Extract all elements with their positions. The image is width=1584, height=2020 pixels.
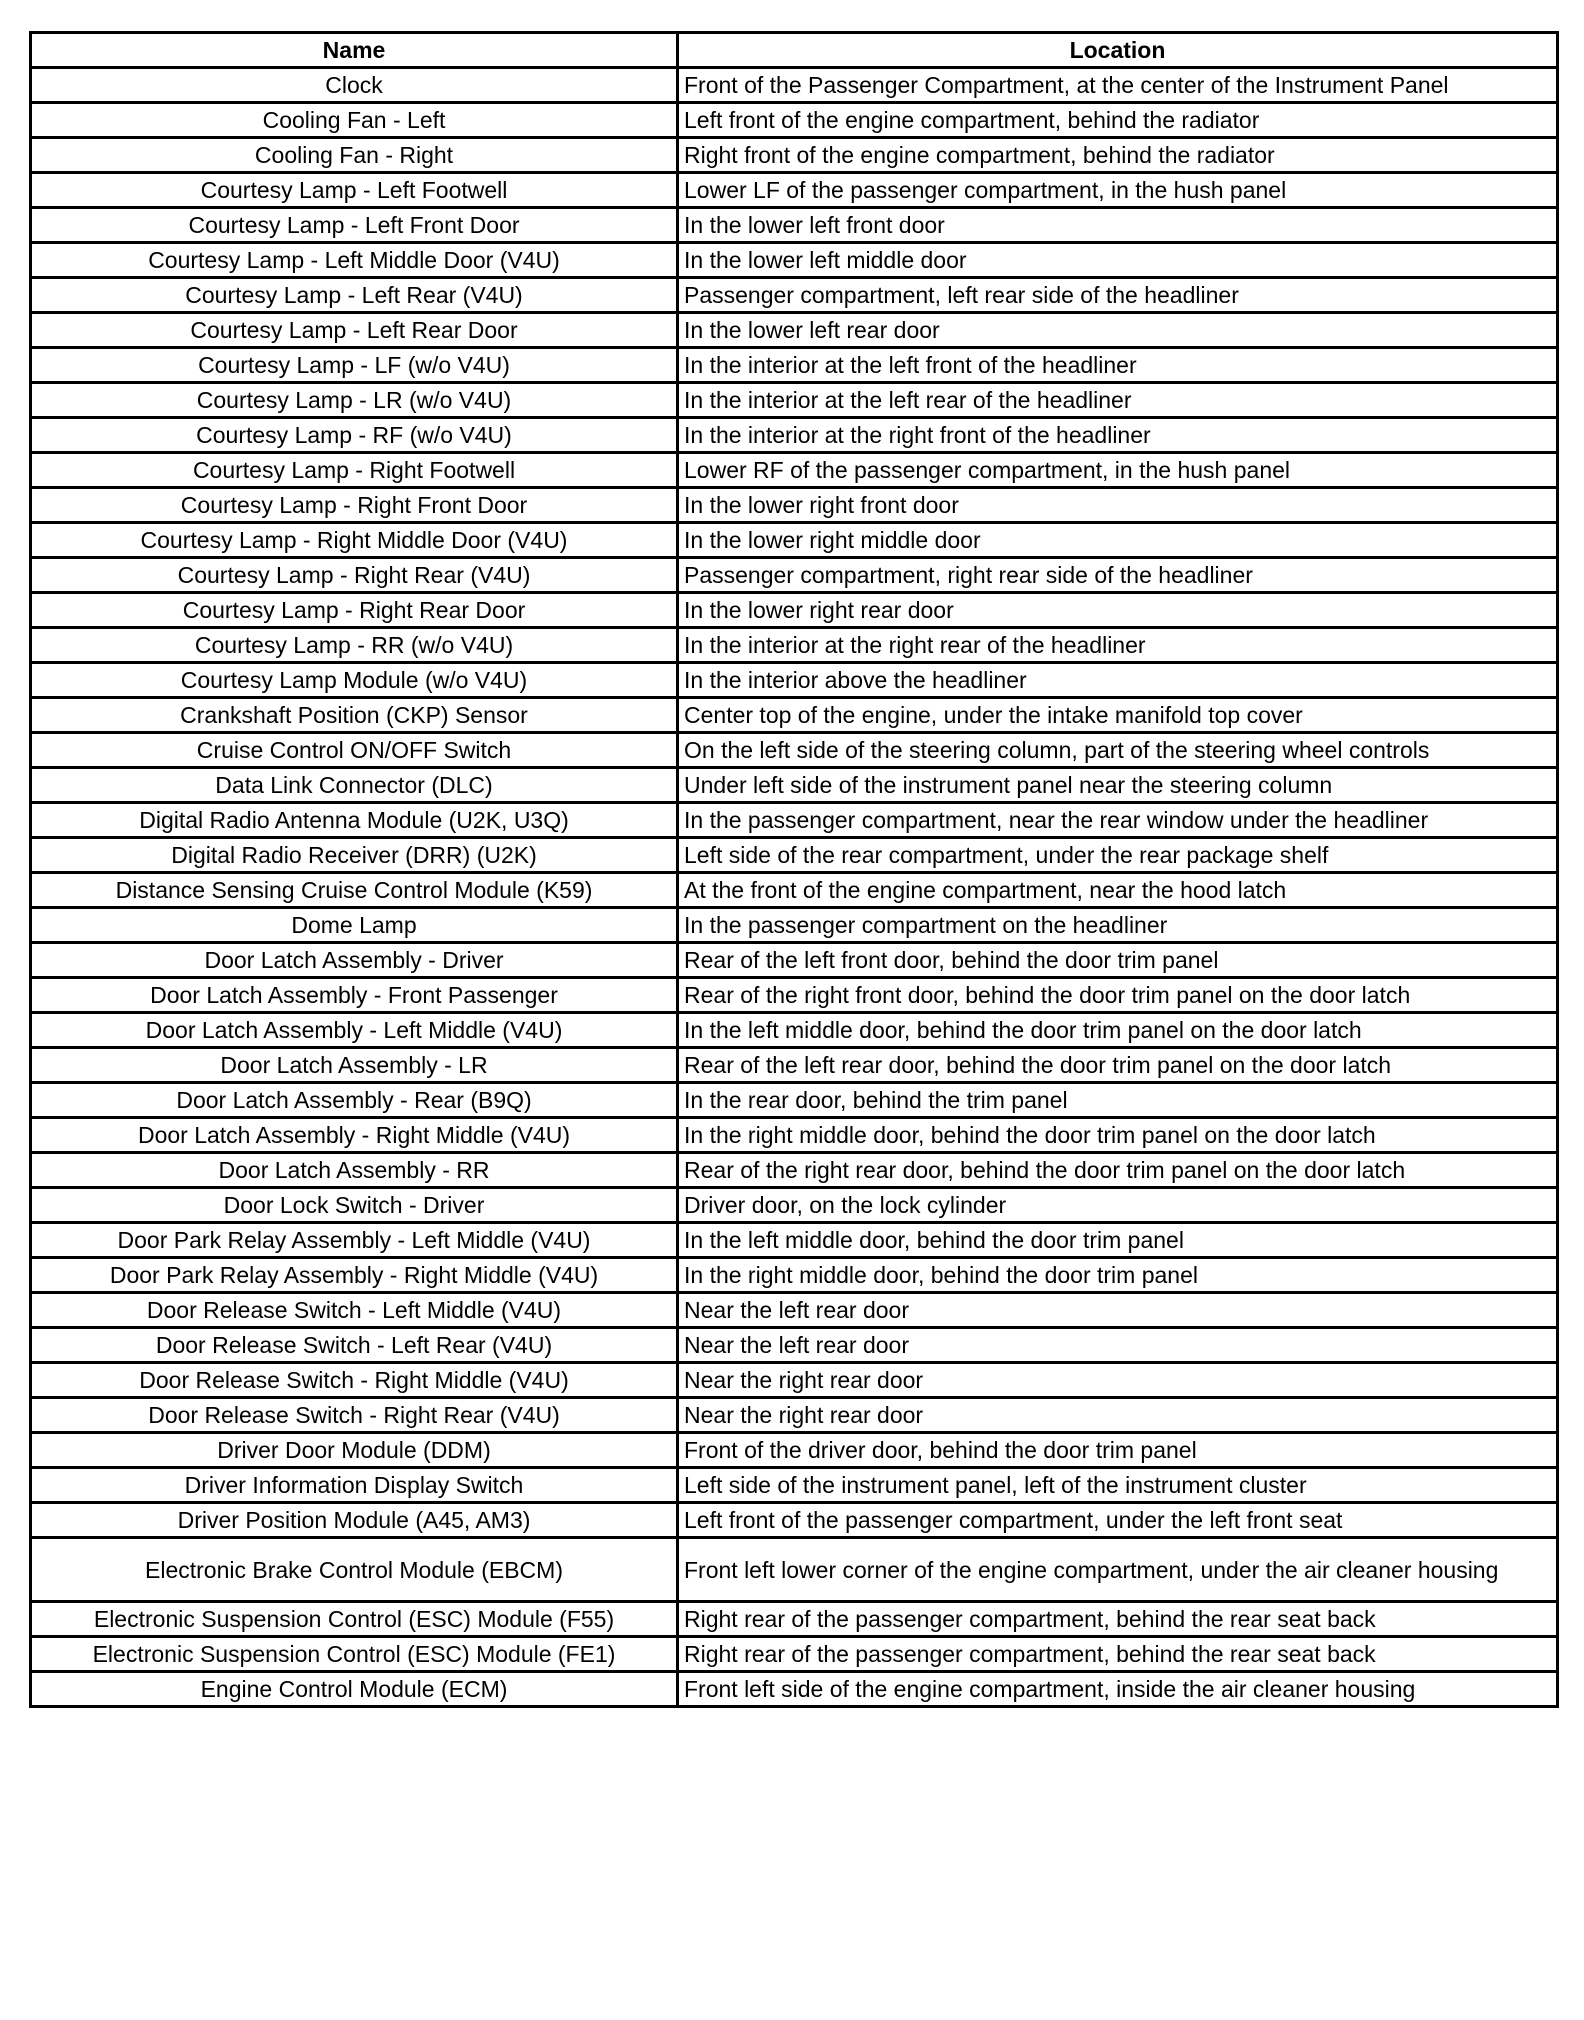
row-location-cell: Rear of the left rear door, behind the door trim panel on the door latch (678, 1048, 1558, 1083)
component-location-table (29, 31, 1559, 1708)
row-name-cell: Door Latch Assembly - LR (31, 1048, 678, 1083)
row-location-cell: On the left side of the steering column, part of the steering wheel controls (678, 733, 1558, 768)
table-row (31, 1468, 1558, 1503)
row-location-cell: Near the right rear door (678, 1363, 1558, 1398)
row-location-cell: In the passenger compartment on the headliner (678, 908, 1558, 943)
row-name-cell: Door Release Switch - Right Rear (V4U) (31, 1398, 678, 1433)
row-location-cell: In the interior at the left rear of the headliner (678, 383, 1558, 418)
row-location-cell: In the lower right front door (678, 488, 1558, 523)
row-name-cell: Cruise Control ON/OFF Switch (31, 733, 678, 768)
row-location-cell: In the lower left middle door (678, 243, 1558, 278)
header-row (31, 33, 1558, 68)
row-name-cell: Door Release Switch - Right Middle (V4U) (31, 1363, 678, 1398)
table-row (31, 733, 1558, 768)
row-name-cell: Door Latch Assembly - Right Middle (V4U) (31, 1118, 678, 1153)
table-row (31, 453, 1558, 488)
row-name-cell: Door Park Relay Assembly - Left Middle (V4U) (31, 1223, 678, 1258)
table-row (31, 1153, 1558, 1188)
row-location-cell: Under left side of the instrument panel near the steering column (678, 768, 1558, 803)
row-location-cell: Center top of the engine, under the intake manifold top cover (678, 698, 1558, 733)
table-row (31, 278, 1558, 313)
row-name-cell: Cooling Fan - Right (31, 138, 678, 173)
table-row (31, 103, 1558, 138)
row-location-cell: Rear of the right front door, behind the door trim panel on the door latch (678, 978, 1558, 1013)
row-name-cell: Courtesy Lamp - Right Footwell (31, 453, 678, 488)
row-name-cell: Cooling Fan - Left (31, 103, 678, 138)
row-name-cell: Door Latch Assembly - Driver (31, 943, 678, 978)
row-location-cell: Front left lower corner of the engine compartment, under the air cleaner housing (678, 1538, 1558, 1602)
table-row (31, 1188, 1558, 1223)
row-name-cell: Distance Sensing Cruise Control Module (K59) (31, 873, 678, 908)
row-location-cell: Passenger compartment, right rear side of the headliner (678, 558, 1558, 593)
row-name-cell: Courtesy Lamp Module (w/o V4U) (31, 663, 678, 698)
row-name-cell: Courtesy Lamp - Left Rear (V4U) (31, 278, 678, 313)
row-location-cell: Lower RF of the passenger compartment, in the hush panel (678, 453, 1558, 488)
table-row (31, 488, 1558, 523)
row-name-cell: Courtesy Lamp - Left Footwell (31, 173, 678, 208)
component-location-table-container (29, 31, 1556, 1708)
table-row (31, 838, 1558, 873)
row-location-cell: Front left side of the engine compartment, inside the air cleaner housing (678, 1672, 1558, 1707)
table-row (31, 348, 1558, 383)
row-name-cell: Driver Door Module (DDM) (31, 1433, 678, 1468)
table-row (31, 1433, 1558, 1468)
row-name-cell: Door Release Switch - Left Middle (V4U) (31, 1293, 678, 1328)
table-row (31, 68, 1558, 103)
row-name-cell: Data Link Connector (DLC) (31, 768, 678, 803)
row-location-cell: Near the right rear door (678, 1398, 1558, 1433)
row-location-cell: Driver door, on the lock cylinder (678, 1188, 1558, 1223)
table-row (31, 1013, 1558, 1048)
row-location-cell: Front of the Passenger Compartment, at the center of the Instrument Panel (678, 68, 1558, 103)
row-location-cell: In the lower right middle door (678, 523, 1558, 558)
row-location-cell: Right rear of the passenger compartment, behind the rear seat back (678, 1637, 1558, 1672)
table-row (31, 873, 1558, 908)
row-name-cell: Electronic Suspension Control (ESC) Module (FE1) (31, 1637, 678, 1672)
row-name-cell: Electronic Suspension Control (ESC) Module (F55) (31, 1602, 678, 1637)
table-row (31, 138, 1558, 173)
row-location-cell: Rear of the right rear door, behind the door trim panel on the door latch (678, 1153, 1558, 1188)
table-row (31, 1538, 1558, 1602)
row-location-cell: Right front of the engine compartment, behind the radiator (678, 138, 1558, 173)
row-location-cell: In the lower left front door (678, 208, 1558, 243)
row-location-cell: Left side of the rear compartment, under the rear package shelf (678, 838, 1558, 873)
row-location-cell: In the left middle door, behind the door trim panel (678, 1223, 1558, 1258)
row-location-cell: Right rear of the passenger compartment, behind the rear seat back (678, 1602, 1558, 1637)
row-name-cell: Courtesy Lamp - Right Rear (V4U) (31, 558, 678, 593)
table-row (31, 663, 1558, 698)
row-name-cell: Driver Information Display Switch (31, 1468, 678, 1503)
table-row (31, 1672, 1558, 1707)
table-row (31, 418, 1558, 453)
row-name-cell: Courtesy Lamp - Left Rear Door (31, 313, 678, 348)
table-row (31, 383, 1558, 418)
table-row (31, 698, 1558, 733)
row-location-cell: In the rear door, behind the trim panel (678, 1083, 1558, 1118)
row-location-cell: Near the left rear door (678, 1328, 1558, 1363)
table-row (31, 1398, 1558, 1433)
table-row (31, 1258, 1558, 1293)
table-row (31, 908, 1558, 943)
row-name-cell: Crankshaft Position (CKP) Sensor (31, 698, 678, 733)
row-name-cell: Door Latch Assembly - RR (31, 1153, 678, 1188)
row-location-cell: Near the left rear door (678, 1293, 1558, 1328)
table-row (31, 978, 1558, 1013)
row-location-cell: In the interior above the headliner (678, 663, 1558, 698)
table-row (31, 1083, 1558, 1118)
table-row (31, 1048, 1558, 1083)
row-location-cell: In the interior at the right front of the headliner (678, 418, 1558, 453)
row-location-cell: In the lower left rear door (678, 313, 1558, 348)
row-name-cell: Door Latch Assembly - Rear (B9Q) (31, 1083, 678, 1118)
row-location-cell: Left front of the engine compartment, behind the radiator (678, 103, 1558, 138)
row-name-cell: Courtesy Lamp - Right Rear Door (31, 593, 678, 628)
row-location-cell: In the interior at the right rear of the headliner (678, 628, 1558, 663)
table-row (31, 1328, 1558, 1363)
row-name-cell: Courtesy Lamp - LR (w/o V4U) (31, 383, 678, 418)
row-location-cell: In the left middle door, behind the door trim panel on the door latch (678, 1013, 1558, 1048)
row-name-cell: Courtesy Lamp - Left Middle Door (V4U) (31, 243, 678, 278)
table-body (31, 68, 1558, 1707)
row-location-cell: Lower LF of the passenger compartment, in the hush panel (678, 173, 1558, 208)
table-row (31, 1363, 1558, 1398)
row-location-cell: Left front of the passenger compartment, under the left front seat (678, 1503, 1558, 1538)
table-row (31, 173, 1558, 208)
row-name-cell: Digital Radio Antenna Module (U2K, U3Q) (31, 803, 678, 838)
row-name-cell: Courtesy Lamp - Right Front Door (31, 488, 678, 523)
row-name-cell: Electronic Brake Control Module (EBCM) (31, 1538, 678, 1602)
row-location-cell: At the front of the engine compartment, near the hood latch (678, 873, 1558, 908)
row-location-cell: In the right middle door, behind the door trim panel on the door latch (678, 1118, 1558, 1153)
table-row (31, 943, 1558, 978)
table-row (31, 313, 1558, 348)
row-name-cell: Courtesy Lamp - RR (w/o V4U) (31, 628, 678, 663)
row-location-cell: In the right middle door, behind the door trim panel (678, 1258, 1558, 1293)
table-row (31, 768, 1558, 803)
row-name-cell: Driver Position Module (A45, AM3) (31, 1503, 678, 1538)
table-row (31, 1118, 1558, 1153)
row-name-cell: Door Release Switch - Left Rear (V4U) (31, 1328, 678, 1363)
row-name-cell: Courtesy Lamp - Right Middle Door (V4U) (31, 523, 678, 558)
row-name-cell: Engine Control Module (ECM) (31, 1672, 678, 1707)
column-header-name: Name (31, 33, 678, 68)
column-header-location: Location (678, 33, 1558, 68)
table-row (31, 558, 1558, 593)
table-row (31, 1602, 1558, 1637)
row-location-cell: Rear of the left front door, behind the door trim panel (678, 943, 1558, 978)
table-row (31, 1503, 1558, 1538)
table-row (31, 1223, 1558, 1258)
table-row (31, 208, 1558, 243)
row-location-cell: Left side of the instrument panel, left of the instrument cluster (678, 1468, 1558, 1503)
row-name-cell: Digital Radio Receiver (DRR) (U2K) (31, 838, 678, 873)
row-location-cell: In the passenger compartment, near the rear window under the headliner (678, 803, 1558, 838)
table-row (31, 628, 1558, 663)
row-location-cell: Front of the driver door, behind the door trim panel (678, 1433, 1558, 1468)
row-name-cell: Clock (31, 68, 678, 103)
row-location-cell: Passenger compartment, left rear side of the headliner (678, 278, 1558, 313)
row-name-cell: Dome Lamp (31, 908, 678, 943)
row-name-cell: Door Latch Assembly - Left Middle (V4U) (31, 1013, 678, 1048)
table-row (31, 593, 1558, 628)
row-location-cell: In the lower right rear door (678, 593, 1558, 628)
table-row (31, 243, 1558, 278)
row-name-cell: Courtesy Lamp - Left Front Door (31, 208, 678, 243)
row-name-cell: Courtesy Lamp - RF (w/o V4U) (31, 418, 678, 453)
row-name-cell: Door Lock Switch - Driver (31, 1188, 678, 1223)
row-name-cell: Door Latch Assembly - Front Passenger (31, 978, 678, 1013)
row-location-cell: In the interior at the left front of the headliner (678, 348, 1558, 383)
table-row (31, 523, 1558, 558)
table-row (31, 1293, 1558, 1328)
row-name-cell: Door Park Relay Assembly - Right Middle (V4U) (31, 1258, 678, 1293)
row-name-cell: Courtesy Lamp - LF (w/o V4U) (31, 348, 678, 383)
table-row (31, 1637, 1558, 1672)
table-row (31, 803, 1558, 838)
